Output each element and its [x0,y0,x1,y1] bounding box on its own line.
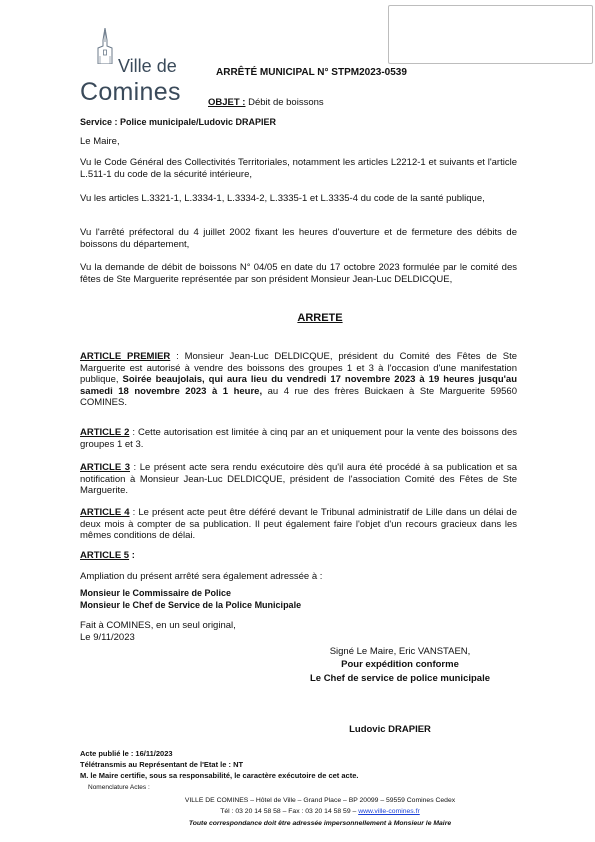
article-3 [80,462,517,497]
document-date: Le 9/11/2023 [80,632,135,643]
article-3-text: : Le présent acte sera rendu exécutoire dès qu'il aura été procédé à sa publication et sa notification à Monsieur Jean-Luc DELDICQUE, président de l'association Comité des Fêtes de Ste Marguerite. [80,462,517,496]
ampliation-line: Ampliation du présent arrêté sera également adressée à : [80,571,323,582]
website-link[interactable]: www.ville-comines.fr [358,808,420,815]
city-logo [80,28,195,108]
article-4-text: : Le présent acte peut être déféré devant le Tribunal administratif de Lille dans un délai de deux mois à compter de sa publication. Il peut également faire l'objet d'un recours gracieux dans les mêmes conditions de délai. [80,507,517,541]
article-1-text-b: Soirée beaujolais, qui aura lieu du vendredi 17 novembre 2023 à 19 heures jusqu'au samedi 18 novembre 2023 à 1 heure, [80,374,518,397]
article-1-label: ARTICLE PREMIER [80,351,171,362]
le-maire: Le Maire, [80,136,120,147]
article-1-text-c: au 4 rue des frères Buickaen à Ste Marguerite 59560 COMINES. [80,385,517,408]
city-address: VILLE DE COMINES – Hôtel de Ville – Grand Place – BP 20099 – 59559 Comines Cedex [184,797,456,804]
article-5-label: ARTICLE 5 [80,550,130,561]
correspondence-notice: Toute correspondance doit être adressée impersonnellement à Monsieur le Maire [188,820,452,827]
arrete-heading: ARRETE [297,312,343,324]
article-5 [80,550,517,562]
signatory-name: Ludovic DRAPIER [349,724,431,735]
recipient-chef-service: Monsieur le Chef de Service de la Police Municipale [80,600,302,610]
article-2-label: ARTICLE 2 [80,427,130,438]
certification: M. le Maire certifie, sous sa responsabilité, le caractère exécutoire de cet acte. [80,771,359,780]
vu-cgct: Vu le Code Général des Collectivités Territoriales, notamment les articles L2212-1 et suivants et l'article L.511-1 du code de la sécurité intérieure, [80,157,517,180]
vu-demande: Vu la demande de débit de boissons N° 04/05 en date du 17 octobre 2023 formulée par le comité des fêtes de Ste Marguerite représentée par son président Monsieur Jean-Luc DELDICQUE, [80,262,517,285]
objet-line [208,97,324,108]
fait-a-line: Fait à COMINES, en un seul original, [80,620,236,631]
vu-sante-publique: Vu les articles L.3321-1, L.3334-1, L.3334-2, L.3335-1 et L.3335-4 du code de la santé publique, [80,193,485,204]
article-5-text: : [129,550,135,561]
stamp-box [388,5,593,64]
logo-comines-text: Comines [80,78,181,106]
article-2 [80,427,517,450]
signature-line-2: Pour expédition conforme [341,659,459,670]
contact-line [80,808,560,815]
service-line: Service : Police municipale/Ludovic DRAPIER [80,117,277,127]
article-4 [80,507,517,542]
objet-text: Débit de boissons [248,97,324,108]
signature-line-3: Le Chef de service de police municipale [309,673,491,684]
teletransmis: Télétransmis au Représentant de l'Etat le : NT [80,760,244,769]
acte-publie: Acte publié le : 16/11/2023 [80,749,173,758]
article-1 [80,351,517,409]
article-1-text-a: : Monsieur Jean-Luc DELDICQUE, président du Comité des Fêtes de Ste Marguerite est autorisé à vendre des boissons des groupes 1 et 3 à l'occasion d'une manifestation publique, [80,351,517,385]
signature-line-1: Signé Le Maire, Eric VANSTAEN, [329,646,471,657]
phone-fax: Tél : 03 20 14 58 58 – Fax : 03 20 14 58 59 – [220,808,359,815]
arrete-number: ARRÊTÉ MUNICIPAL N° STPM2023-0539 [216,67,407,78]
nomenclature: Nomenclature Actes : [88,784,150,791]
logo-ville-text: Ville de [118,56,177,76]
recipient-commissaire: Monsieur le Commissaire de Police [80,588,232,598]
church-icon [92,28,118,64]
article-4-label: ARTICLE 4 [80,507,130,518]
objet-label: OBJET : [208,97,246,108]
vu-arrete-prefectoral: Vu l'arrêté préfectoral du 4 juillet 2002 fixant les heures d'ouverture et de fermeture des débits de boissons du département, [80,227,517,250]
article-3-label: ARTICLE 3 [80,462,130,473]
article-2-text: : Cette autorisation est limitée à cinq par an et uniquement pour la vente des boissons des groupes 1 et 3. [80,427,518,450]
